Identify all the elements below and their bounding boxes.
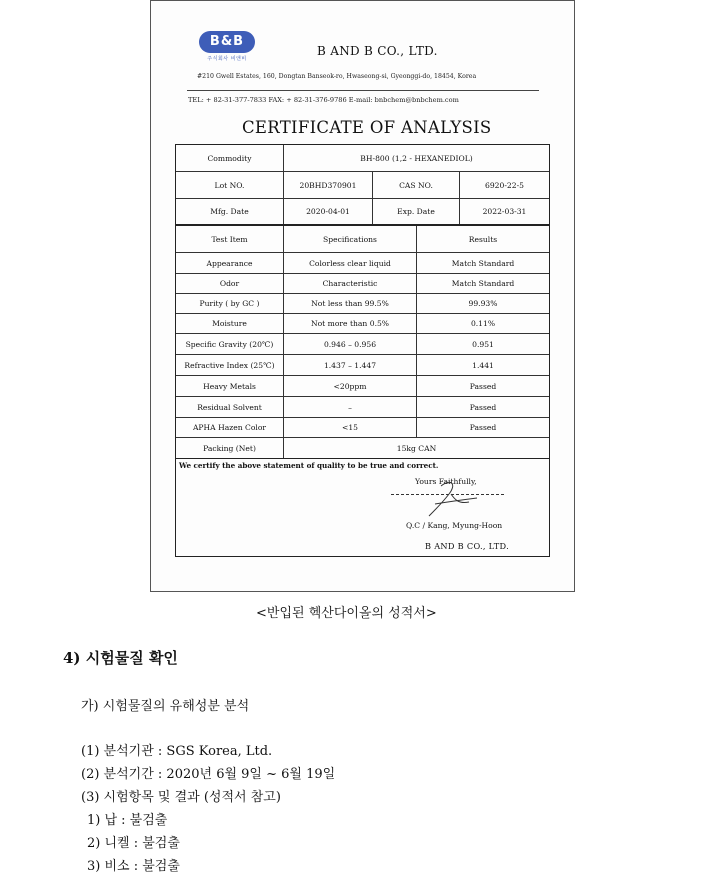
- test-item: Appearance: [206, 258, 253, 268]
- analysis-table: [175, 144, 550, 557]
- test-row: [176, 314, 549, 334]
- exp-value: 2022-03-31: [459, 199, 549, 224]
- subsection-heading: 가) 시험물질의 유해성분 분석: [81, 699, 250, 714]
- mfg-value: 2020-04-01: [283, 199, 372, 224]
- test-result: Passed: [416, 418, 549, 437]
- header-divider: [187, 90, 539, 91]
- test-item: Specific Gravity (20℃): [185, 339, 274, 349]
- date-row: [176, 199, 549, 226]
- test-row: [176, 334, 549, 355]
- test-row: [176, 253, 549, 274]
- test-item: Refractive Index (25℃): [184, 360, 275, 370]
- closing-text: Yours Faithfully,: [415, 477, 477, 486]
- test-result: Match Standard: [416, 253, 549, 273]
- test-result: 0.951: [416, 334, 549, 354]
- list-item: (3) 시험항목 및 결과 (성적서 참고): [81, 790, 281, 805]
- list-item: (2) 분석기간 : 2020년 6월 9일 ~ 6월 19일: [81, 767, 336, 782]
- test-spec: Colorless clear liquid: [283, 253, 416, 273]
- test-result: Passed: [416, 397, 549, 417]
- cas-label: CAS NO.: [372, 172, 459, 198]
- test-item: Purity ( by GC ): [199, 299, 260, 308]
- test-spec: <15: [283, 418, 416, 437]
- signature-drawing: [421, 476, 481, 521]
- test-spec: Characteristic: [283, 274, 416, 293]
- test-row: [176, 355, 549, 376]
- figure-caption: <반입된 헥산다이올의 성적서>: [256, 606, 437, 621]
- lot-row: [176, 172, 549, 199]
- list-item: 1) 납 : 불검출: [87, 813, 168, 828]
- packing-row: [176, 438, 549, 459]
- test-item: APHA Hazen Color: [192, 423, 267, 432]
- test-result: Match Standard: [416, 274, 549, 293]
- test-spec: Not more than 0.5%: [283, 314, 416, 333]
- company-logo: [195, 29, 257, 65]
- list-item: (1) 분석기관 : SGS Korea, Ltd.: [81, 744, 273, 759]
- certificate-scan: [150, 0, 575, 592]
- test-spec: 1.437 – 1.447: [283, 355, 416, 375]
- test-result: 0.11%: [416, 314, 549, 333]
- packing-value: 15kg CAN: [283, 438, 549, 458]
- test-item: Odor: [219, 279, 240, 288]
- header-results: Results: [416, 226, 549, 252]
- test-result: Passed: [416, 376, 549, 396]
- header-specifications: Specifications: [283, 226, 416, 252]
- mfg-label: Mfg. Date: [210, 207, 249, 216]
- logo-badge: B&B: [199, 31, 255, 53]
- certification-statement: We certify the above statement of quality to be true and correct.: [179, 461, 439, 470]
- logo-korean-name: 주식회사 비앤비: [207, 56, 247, 62]
- test-result: 1.441: [416, 355, 549, 375]
- test-row: [176, 418, 549, 438]
- test-spec: <20ppm: [283, 376, 416, 396]
- company-name: B AND B CO., LTD.: [317, 44, 438, 58]
- packing-label: Packing (Net): [203, 443, 256, 453]
- company-contact: TEL: + 82-31-377-7833 FAX: + 82-31-376-9786 E-mail: bnbchem@bnbchem.com: [188, 96, 459, 104]
- commodity-row: [176, 145, 549, 172]
- test-item: Heavy Metals: [203, 381, 256, 391]
- test-item: Moisture: [212, 319, 247, 328]
- test-spec: Not less than 99.5%: [283, 294, 416, 313]
- lot-value: 20BHD370901: [283, 172, 372, 198]
- list-item: 2) 니켈 : 불검출: [87, 836, 180, 851]
- test-row: [176, 397, 549, 418]
- test-result: 99.93%: [416, 294, 549, 313]
- test-header-row: [176, 226, 549, 253]
- commodity-value: BH-800 (1,2 - HEXANEDIOL): [283, 145, 549, 171]
- certificate-title: CERTIFICATE OF ANALYSIS: [242, 118, 492, 137]
- cas-value: 6920-22-5: [459, 172, 549, 198]
- footer-company: B AND B CO., LTD.: [425, 541, 509, 551]
- test-item: Residual Solvent: [197, 402, 262, 412]
- test-row: [176, 376, 549, 397]
- test-spec: –: [283, 397, 416, 417]
- test-spec: 0.946 – 0.956: [283, 334, 416, 354]
- test-row: [176, 294, 549, 314]
- commodity-label: Commodity: [207, 153, 252, 163]
- lot-label: Lot NO.: [214, 180, 245, 190]
- test-row: [176, 274, 549, 294]
- list-item: 3) 비소 : 불검출: [87, 859, 180, 874]
- company-address: #210 Gwell Estates, 160, Dongtan Banseok-ro, Hwaseong-si, Gyeonggi-do, 18454, Korea: [197, 73, 477, 80]
- section-heading: 4) 시험물질 확인: [63, 649, 178, 667]
- exp-label: Exp. Date: [372, 199, 459, 224]
- header-test-item: Test Item: [211, 234, 248, 244]
- qc-signatory: Q.C / Kang, Myung-Hoon: [406, 521, 503, 530]
